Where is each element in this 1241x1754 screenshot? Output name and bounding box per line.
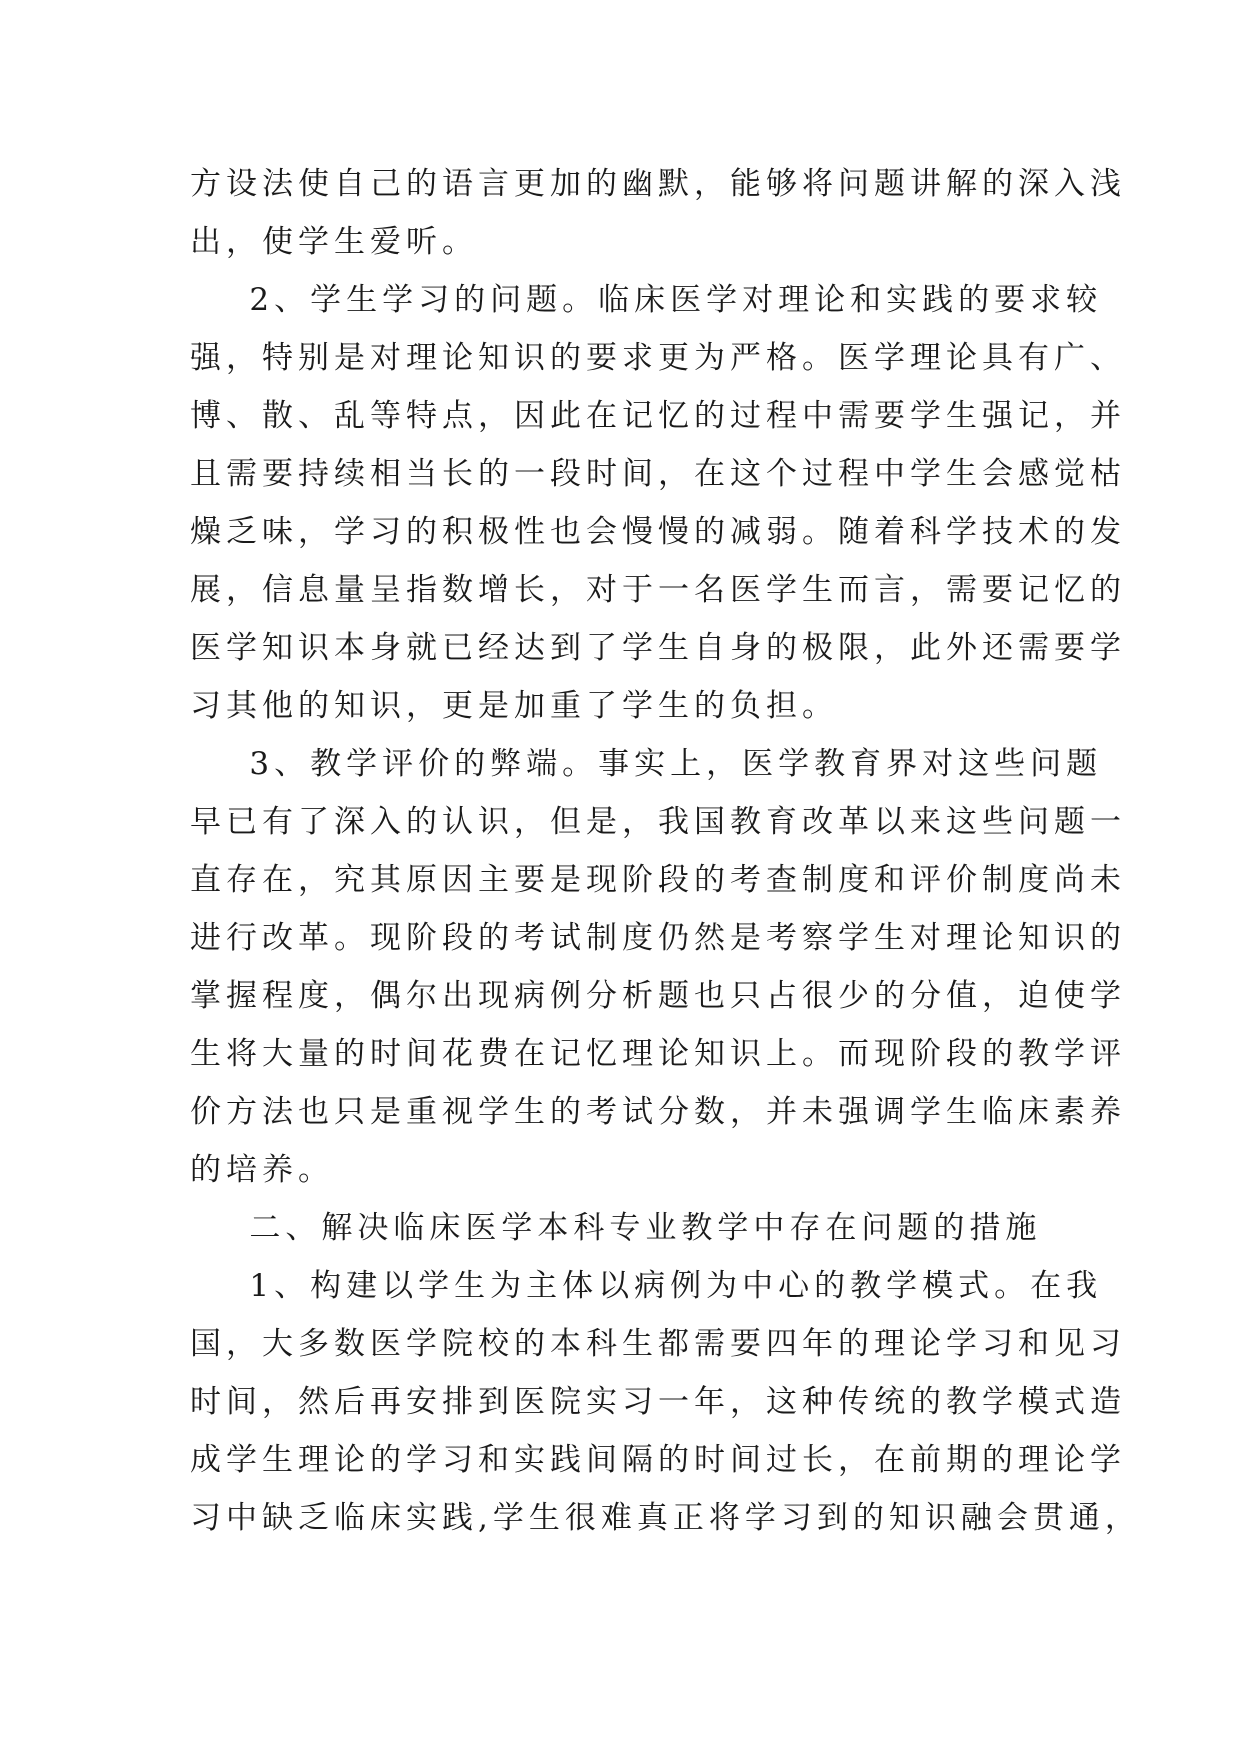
text-line: 2、学生学习的问题。临床医学对理论和实践的要求较 [190, 282, 1103, 318]
text-line: 展，信息量呈指数增长，对于一名医学生而言，需要记忆的 [190, 572, 1126, 608]
section-heading: 二、解决临床医学本科专业教学中存在问题的措施 [190, 1210, 1042, 1246]
text-line: 时间，然后再安排到医院实习一年，这种传统的教学模式造 [190, 1384, 1126, 1420]
text-line: 出，使学生爱听。 [190, 224, 478, 260]
text-line: 1、构建以学生为主体以病例为中心的教学模式。在我 [190, 1268, 1103, 1304]
text-line: 价方法也只是重视学生的考试分数，并未强调学生临床素养 [190, 1094, 1126, 1130]
text-line: 早已有了深入的认识，但是，我国教育改革以来这些问题一 [190, 804, 1126, 840]
body-text [190, 155, 1141, 1547]
text-line: 3、教学评价的弊端。事实上，医学教育界对这些问题 [190, 746, 1103, 782]
text-line: 的培养。 [190, 1152, 334, 1188]
text-line: 强，特别是对理论知识的要求更为严格。医学理论具有广、 [190, 340, 1126, 376]
text-line: 医学知识本身就已经达到了学生自身的极限，此外还需要学 [190, 630, 1126, 666]
text-line: 成学生理论的学习和实践间隔的时间过长，在前期的理论学 [190, 1442, 1126, 1478]
text-line: 掌握程度，偶尔出现病例分析题也只占很少的分值，迫使学 [190, 978, 1126, 1014]
text-line: 进行改革。现阶段的考试制度仍然是考察学生对理论知识的 [190, 920, 1126, 956]
text-line: 生将大量的时间花费在记忆理论知识上。而现阶段的教学评 [190, 1036, 1126, 1072]
text-line: 博、散、乱等特点，因此在记忆的过程中需要学生强记，并 [190, 398, 1126, 434]
text-line: 习其他的知识，更是加重了学生的负担。 [190, 688, 838, 724]
text-line: 燥乏味，学习的积极性也会慢慢的减弱。随着科学技术的发 [190, 514, 1126, 550]
text-line: 方设法使自己的语言更加的幽默，能够将问题讲解的深入浅 [190, 166, 1126, 202]
text-line: 国，大多数医学院校的本科生都需要四年的理论学习和见习 [190, 1326, 1126, 1362]
text-line: 且需要持续相当长的一段时间，在这个过程中学生会感觉枯 [190, 456, 1126, 492]
text-line: 习中缺乏临床实践,学生很难真正将学习到的知识融会贯通， [190, 1500, 1141, 1536]
text-line: 直存在，究其原因主要是现阶段的考查制度和评价制度尚未 [190, 862, 1126, 898]
